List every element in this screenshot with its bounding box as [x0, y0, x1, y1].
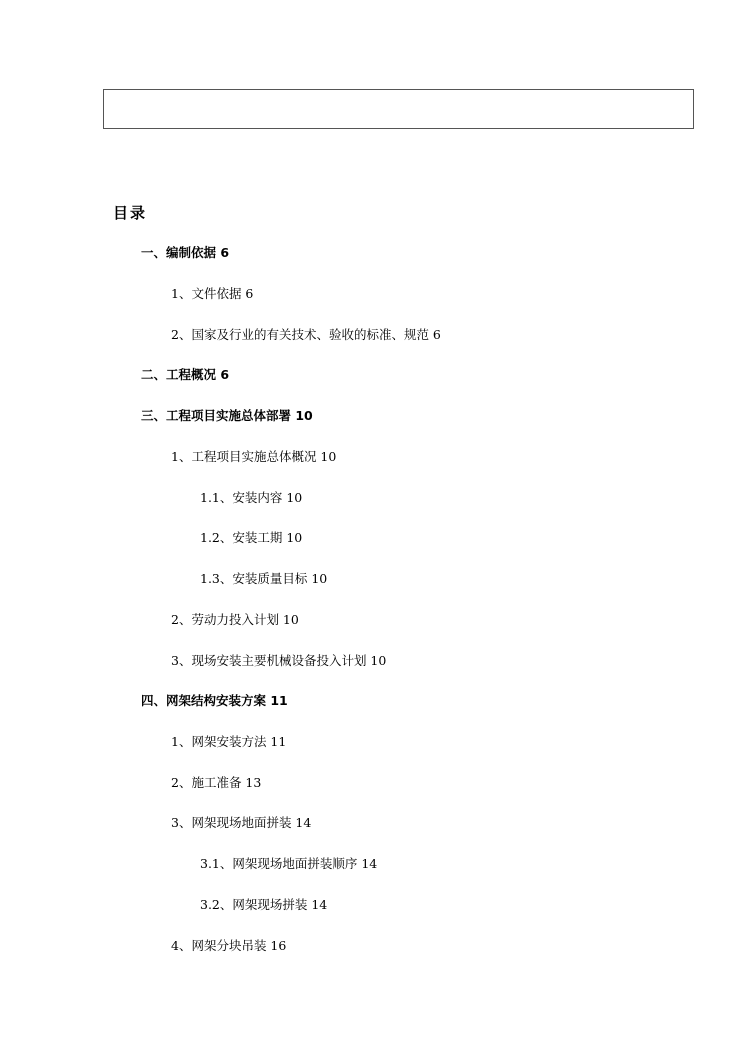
toc-entry-4-3[interactable]: 3、网架现场地面拼装 14	[171, 815, 312, 830]
toc-entry-3-1-2[interactable]: 1.2、安装工期 10	[200, 530, 303, 545]
toc-entry-section-2[interactable]: 二、工程概况 6	[141, 367, 230, 382]
toc-entry-3-1-1[interactable]: 1.1、安装内容 10	[200, 490, 303, 505]
toc-entry-4-4[interactable]: 4、网架分块吊装 16	[171, 938, 287, 953]
toc-entry-section-1[interactable]: 一、编制依据 6	[141, 245, 230, 260]
toc-entry-4-3-1[interactable]: 3.1、网架现场地面拼装顺序 14	[200, 856, 378, 871]
toc-entry-1-1[interactable]: 1、文件依据 6	[171, 286, 254, 301]
toc-entry-4-3-2[interactable]: 3.2、网架现场拼装 14	[200, 897, 328, 912]
toc-entry-4-1[interactable]: 1、网架安装方法 11	[171, 734, 287, 749]
toc-entry-4-2[interactable]: 2、施工准备 13	[171, 775, 262, 790]
toc-title: 目录	[113, 204, 148, 222]
toc-entry-3-3[interactable]: 3、现场安装主要机械设备投入计划 10	[171, 653, 387, 668]
header-box	[103, 89, 694, 129]
toc-entry-section-4[interactable]: 四、网架结构安装方案 11	[141, 693, 288, 708]
toc-entry-1-2[interactable]: 2、国家及行业的有关技术、验收的标准、规范 6	[171, 327, 441, 342]
toc-entry-3-1-3[interactable]: 1.3、安装质量目标 10	[200, 571, 328, 586]
toc-entry-section-3[interactable]: 三、工程项目实施总体部署 10	[141, 408, 313, 423]
toc-entry-3-1[interactable]: 1、工程项目实施总体概况 10	[171, 449, 337, 464]
toc-entry-3-2[interactable]: 2、劳动力投入计划 10	[171, 612, 299, 627]
